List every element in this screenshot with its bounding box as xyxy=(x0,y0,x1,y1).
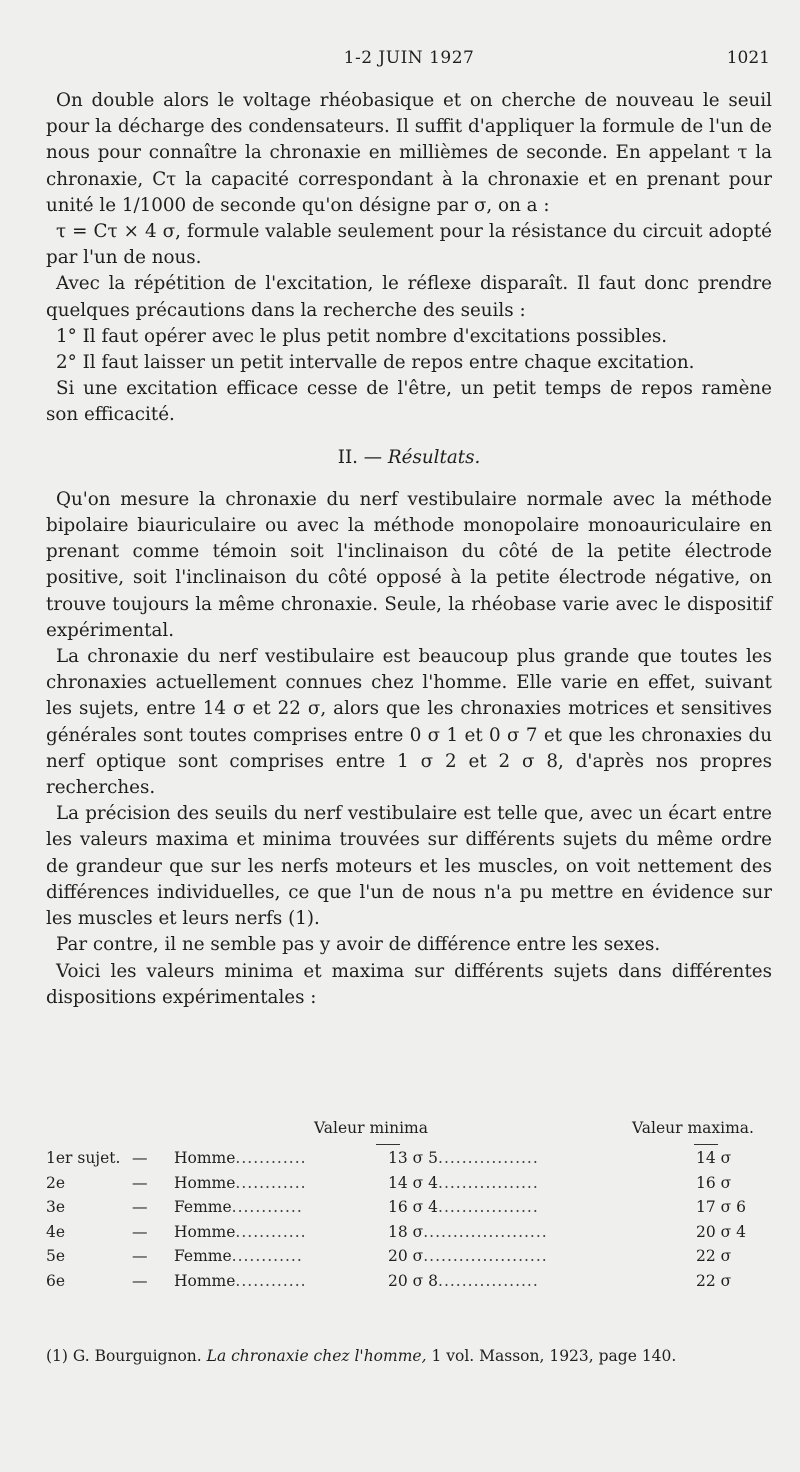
leader-dots: ............ xyxy=(231,1247,303,1265)
table-row xyxy=(46,1220,772,1245)
leader-dots: ............ xyxy=(235,1271,307,1290)
table-row xyxy=(46,1244,772,1269)
values-table xyxy=(46,1116,772,1293)
row-sex-label: Homme xyxy=(174,1271,236,1290)
row-max: 20 σ 4 xyxy=(696,1222,747,1241)
row-min-value: 20 σ xyxy=(388,1247,424,1265)
leader-dots: ................. xyxy=(438,1149,539,1167)
leader-dots: ................. xyxy=(438,1173,539,1192)
row-dash: — xyxy=(132,1198,148,1216)
footnote-author: G. Bourguignon. xyxy=(72,1347,202,1365)
running-header xyxy=(48,48,770,72)
paragraph: 1° Il faut opérer avec le plus petit nombre d'excitations possibles. xyxy=(56,325,668,347)
header-date: 1-2 JUIN 1927 xyxy=(343,48,475,68)
row-dash: — xyxy=(132,1149,148,1167)
footnote-title: La chronaxie chez l'homme, xyxy=(206,1347,427,1365)
row-sex xyxy=(174,1195,303,1220)
leader-dots: ..................... xyxy=(423,1247,548,1265)
row-dash: — xyxy=(132,1222,148,1241)
row-max: 22 σ xyxy=(696,1247,732,1265)
divider xyxy=(694,1144,718,1145)
row-min xyxy=(388,1244,548,1269)
row-subject: 3e xyxy=(46,1198,66,1216)
leader-dots: ................. xyxy=(438,1271,539,1290)
row-min xyxy=(388,1146,539,1171)
row-subject: 4e xyxy=(46,1222,66,1241)
table-rows xyxy=(46,1146,772,1293)
col-min-header: Valeur minima xyxy=(314,1119,428,1137)
paragraph: Qu'on mesure la chronaxie du nerf vestibulaire normale avec la méthode bipolaire biauriculaire ou avec la méthode monopolaire monoauriculaire en prenant comme témoin soit l'inclinaison du côté de la petite électrode positive, soit l'inclinaison du côté opposé à la petite électrode négative, on trouve toujours la même chronaxie. Seule, la rhéobase varie avec le dispositif expérimental. xyxy=(46,488,772,641)
row-min xyxy=(388,1269,539,1294)
page-number: 1021 xyxy=(726,48,770,68)
row-subject: 2e xyxy=(46,1173,66,1192)
table-header xyxy=(46,1116,772,1146)
footnote-mark: (1) xyxy=(46,1347,68,1365)
row-sex-label: Femme xyxy=(174,1198,232,1216)
leader-dots: ............ xyxy=(231,1198,303,1216)
row-min-value: 20 σ 8 xyxy=(388,1271,439,1290)
paragraph: Si une excitation efficace cesse de l'être, un petit temps de repos ramène son efficacité. xyxy=(46,378,772,426)
section-title: Résultats. xyxy=(387,446,481,468)
row-max: 16 σ xyxy=(696,1173,732,1192)
table-row xyxy=(46,1195,772,1220)
row-sex-label: Homme xyxy=(174,1173,236,1192)
leader-dots: ............ xyxy=(235,1149,307,1167)
row-max: 17 σ 6 xyxy=(696,1198,747,1216)
footnote-rest: 1 vol. Masson, 1923, page 140. xyxy=(431,1347,677,1365)
row-subject: 5e xyxy=(46,1247,66,1265)
row-sex xyxy=(174,1171,307,1196)
paragraph: Par contre, il ne semble pas y avoir de différence entre les sexes. xyxy=(56,934,661,956)
body-text xyxy=(46,88,772,1011)
section-number: II. — xyxy=(337,446,383,468)
row-sex-label: Homme xyxy=(174,1222,236,1241)
row-dash: — xyxy=(132,1173,148,1192)
divider xyxy=(376,1144,400,1145)
row-min xyxy=(388,1195,539,1220)
row-dash: — xyxy=(132,1271,148,1290)
paragraph: La précision des seuils du nerf vestibulaire est telle que, avec un écart entre les valeurs maxima et minima trouvées sur différents sujets du même ordre de grandeur que sur les nerfs moteurs et les muscles, on voit nettement des différences individuelles, ce que l'un de nous n'a pu mettre en évidence sur les muscles et leurs nerfs (1). xyxy=(46,803,772,930)
row-max: 14 σ xyxy=(696,1149,732,1167)
paragraph: 2° Il faut laisser un petit intervalle de repos entre chaque excitation. xyxy=(56,352,695,374)
row-max: 22 σ xyxy=(696,1271,732,1290)
row-min-value: 13 σ 5 xyxy=(388,1149,439,1167)
row-min-value: 14 σ 4 xyxy=(388,1173,439,1192)
row-dash: — xyxy=(132,1247,148,1265)
row-sex xyxy=(174,1269,307,1294)
row-sex-label: Femme xyxy=(174,1247,232,1265)
paragraph: On double alors le voltage rhéobasique et on cherche de nouveau le seuil pour la décharge des condensateurs. Il suffit d'appliquer la formule de l'un de nous pour connaître la chronaxie en millièmes de seconde. En appelant τ la chronaxie, Cτ la capacité correspondant à la chronaxie et en prenant pour unité le 1/1000 de seconde qu'on désigne par σ, on a : xyxy=(46,90,772,216)
row-min-value: 16 σ 4 xyxy=(388,1198,439,1216)
paragraph: La chronaxie du nerf vestibulaire est beaucoup plus grande que toutes les chronaxies actuellement connues chez l'homme. Elle varie en effet, suivant les sujets, entre 14 σ et 22 σ, alors que les chronaxies motrices et sensitives générales sont toutes comprises entre 0 σ 1 et 0 σ 7 et que les chronaxies du nerf optique sont comprises entre 1 σ 2 et 2 σ 8, d'après nos propres recherches. xyxy=(46,646,772,799)
row-min xyxy=(388,1220,548,1245)
paragraph: Voici les valeurs minima et maxima sur différents sujets dans différentes dispositions expérimentales : xyxy=(46,960,772,1008)
row-min xyxy=(388,1171,539,1196)
row-subject: 1er sujet. xyxy=(46,1149,121,1167)
leader-dots: ............ xyxy=(235,1222,307,1241)
table-row xyxy=(46,1269,772,1294)
leader-dots: ..................... xyxy=(423,1222,548,1241)
paragraph: Avec la répétition de l'excitation, le réflexe disparaît. Il faut donc prendre quelques précautions dans la recherche des seuils : xyxy=(46,273,772,321)
table-row xyxy=(46,1146,772,1171)
col-max-header: Valeur maxima. xyxy=(632,1119,754,1137)
row-sex xyxy=(174,1244,303,1269)
row-sex-label: Homme xyxy=(174,1149,236,1167)
row-subject: 6e xyxy=(46,1271,66,1290)
section-heading xyxy=(46,445,772,471)
row-min-value: 18 σ xyxy=(388,1222,424,1241)
footnote xyxy=(46,1347,772,1365)
paragraph: τ = Cτ × 4 σ, formule valable seulement pour la résistance du circuit adopté par l'un de nous. xyxy=(46,221,772,269)
table-row xyxy=(46,1171,772,1196)
leader-dots: ................. xyxy=(438,1198,539,1216)
leader-dots: ............ xyxy=(235,1173,307,1192)
row-sex xyxy=(174,1146,307,1171)
row-sex xyxy=(174,1220,307,1245)
